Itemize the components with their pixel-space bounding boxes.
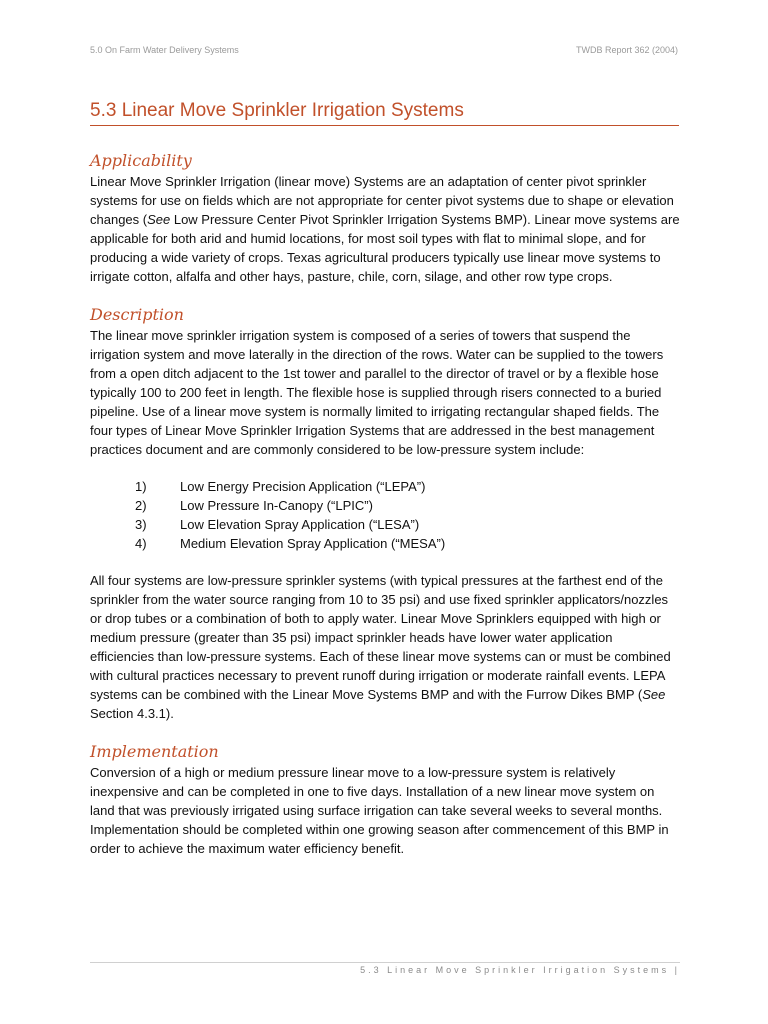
description-paragraph-2 <box>90 571 680 723</box>
description-paragraph-1: The linear move sprinkler irrigation system is composed of a series of towers that suspend the irrigation system and move laterally in the direction of the rows. Water can be supplied to the towers from a open ditch adjacent to the 1st tower and parallel to the director of travel or by a flexible hose typically 100 to 200 feet in length. The flexible hose is supplied through risers connected to a buried pipeline. Use of a linear move system is normally limited to irrigating rectangular shaped fields. The four types of Linear Move Sprinkler Irrigation Systems that are addressed in the best management practices document and are commonly considered to be low-pressure system include: <box>90 328 664 457</box>
applicability-see: See <box>147 212 171 227</box>
list-text: Low Energy Precision Application (“LEPA”) <box>180 479 426 494</box>
applicability-text-2: Low Pressure Center Pivot Sprinkler Irrigation Systems BMP). Linear move systems are applicable for both arid and humid locations, for most soil types with flat to minimal slope, and for producing a wide variety of crops. Texas agricultural producers typically use linear move systems to irrigate cotton, alfalfa and other hays, pasture, chile, corn, silage, and other row type crops. <box>90 212 680 284</box>
page-body <box>90 150 680 858</box>
list-number: 3) <box>135 517 147 532</box>
running-footer: 5.3 Linear Move Sprinkler Irrigation Systems | <box>90 962 680 975</box>
list-item <box>90 515 680 534</box>
description-text-2: Section 4.3.1). <box>90 706 174 721</box>
applicability-text-1: Linear Move Sprinkler Irrigation (linear move) Systems are an adaptation of center pivot sprinkler systems for use on fields which are not appropriate for center pivot systems due to shape or elevation changes ( <box>90 174 674 227</box>
list-number: 2) <box>135 498 147 513</box>
description-see: See <box>642 687 666 702</box>
header-report: TWDB Report 362 (2004) <box>575 45 678 55</box>
list-item <box>90 534 680 553</box>
implementation-heading: Implementation <box>90 742 219 761</box>
list-number: 1) <box>135 479 147 494</box>
list-text: Low Elevation Spray Application (“LESA”) <box>180 517 420 532</box>
list-text: Medium Elevation Spray Application (“MESA”) <box>180 536 446 551</box>
header-chapter: 5.0 On Farm Water Delivery Systems <box>90 45 239 55</box>
running-header <box>90 45 678 55</box>
implementation-paragraph: Conversion of a high or medium pressure linear move to a low-pressure system is relatively inexpensive and can be completed in one to five days. Installation of a new linear move system on land that was previously irrigated using surface irrigation can take several weeks to several months. Implementation should be completed within one growing season after commencement of this BMP in order to achieve the maximum water efficiency benefit. <box>90 765 669 856</box>
applicability-heading: Applicability <box>90 151 192 170</box>
list-item <box>90 496 680 515</box>
section-title: 5.3 Linear Move Sprinkler Irrigation Systems <box>90 100 679 126</box>
description-heading: Description <box>90 305 184 324</box>
list-number: 4) <box>135 536 147 551</box>
list-text: Low Pressure In-Canopy (“LPIC”) <box>180 498 373 513</box>
list-item <box>90 477 680 496</box>
system-types-list <box>90 477 680 553</box>
description-text-1: All four systems are low-pressure sprinkler systems (with typical pressures at the farthest end of the sprinkler from the water source ranging from 10 to 35 psi) and use fixed sprinkler applicators/nozzles or drop tubes or a combination of both to apply water. Linear Move Sprinklers equipped with high or medium pressure (greater than 35 psi) impact sprinkler heads have lower water application efficiencies than low-pressure systems. Each of these linear move systems can or must be combined with cultural practices necessary to prevent runoff during irrigation or moderate rainfall events. LEPA systems can be combined with the Linear Move Systems BMP and with the Furrow Dikes BMP ( <box>90 573 671 702</box>
applicability-paragraph <box>90 172 680 286</box>
